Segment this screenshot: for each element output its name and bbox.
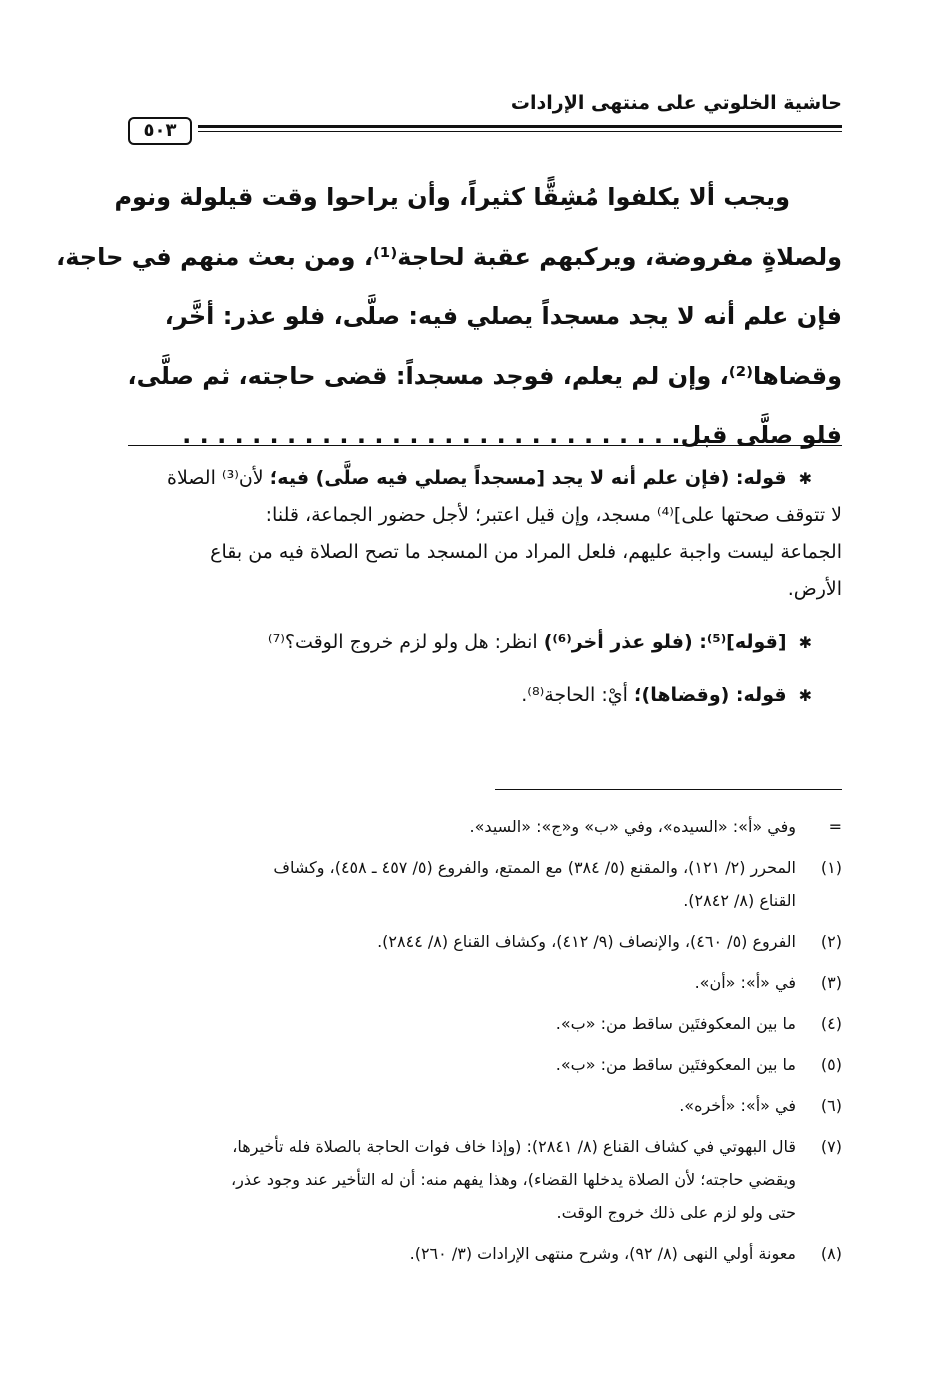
commentary-line: الأرض.	[787, 578, 842, 600]
footnote	[128, 925, 842, 958]
footnote-text: ما بين المعكوفتَين ساقط من: «ب».	[555, 1014, 796, 1033]
footnote-text: ما بين المعكوفتَين ساقط من: «ب».	[555, 1055, 796, 1074]
footnote-number: (٨)	[820, 1244, 842, 1263]
commentary-line	[128, 460, 842, 497]
page-number: ٥٠٣	[128, 117, 192, 145]
main-text-line: ولصلاةٍ مفروضة، ويركبهم عقبة لحاجة⁽¹⁾، ومن بعث منهم في حاجة،	[56, 242, 842, 271]
header-rule	[198, 125, 842, 128]
footnote-text: معونة أولي النهى (٨/ ٩٢)، وشرح منتهى الإرادات (٣/ ٢٦٠).	[409, 1244, 796, 1263]
commentary-lemma: [قوله]⁽⁵⁾: (فلو عذر أخر⁽⁶⁾)	[543, 631, 787, 653]
footnote-number: (٢)	[820, 932, 842, 951]
footnote-text: في «أ»: «أخره».	[679, 1096, 796, 1115]
footnote-text: الفروع (٥/ ٤٦٠)، والإنصاف (٩/ ٤١٢)، وكشاف القناع (٨/ ٢٨٤٤).	[377, 932, 796, 951]
footnote-text: في «أ»: «أن».	[694, 973, 796, 992]
footnote	[128, 851, 842, 917]
footnote-text: قال البهوتي في كشاف القناع (٨/ ٢٨٤١): (وإذا خاف فوات الحاجة بالصلاة فله تأخيرها،	[232, 1137, 796, 1156]
footnote-number: (٣)	[820, 973, 842, 992]
asterisk-icon: ✱	[798, 469, 812, 488]
footnote-text: ويقضي حاجته؛ لأن الصلاة يدخلها القضاء)، وهذا يفهم منه: أن له التأخير عند وجود عذر،	[231, 1170, 796, 1189]
commentary-text: لأن⁽³⁾ الصلاة	[167, 467, 264, 489]
footnote-separator	[495, 789, 842, 790]
commentary-line: الجماعة ليست واجبة عليهم، فلعل المراد من المسجد ما تصح الصلاة فيه من بقاع	[210, 541, 842, 563]
footnote	[128, 966, 842, 999]
footnotes	[128, 810, 842, 1278]
main-text-line: فإن علم أنه لا يجد مسجداً يصلي فيه: صلَّى، فلو عذر: أخَّر،	[164, 302, 842, 330]
main-text-line: وقضاها⁽²⁾، وإن لم يعلم، فوجد مسجداً: قضى حاجته، ثم صلَّى،	[127, 361, 842, 390]
main-text-line: فلو صلَّى قبل. . . . . . . . . . . . . . . . . . . . . . . . . . . . .	[182, 421, 842, 449]
footnote-text: وفي «أ»: «السيده»، وفي «ب» و«ج»: «السيد».	[469, 817, 796, 836]
main-text-line: ويجب ألا يكلفوا مُشِقًّا كثيراً، وأن يراحوا وقت قيلولة ونوم	[114, 183, 790, 211]
footnote-text: حتى ولو لزم على ذلك خروج الوقت.	[556, 1203, 796, 1222]
footnote-number: =	[828, 817, 842, 836]
footnote	[128, 810, 842, 843]
commentary-line: لا تتوقف صحتها على]⁽⁴⁾ مسجد، وإن قيل اعتبر؛ لأجل حضور الجماعة، قلنا:	[265, 504, 842, 526]
footnote	[128, 1048, 842, 1081]
commentary-line	[128, 677, 842, 714]
footnote-number: (٥)	[820, 1055, 842, 1074]
commentary-lemma: قوله: (وقضاها)؛	[633, 684, 787, 706]
asterisk-icon: ✱	[798, 633, 812, 652]
commentary-line	[128, 624, 842, 661]
footnote-number: (٦)	[820, 1096, 842, 1115]
footnote	[128, 1007, 842, 1040]
footnote	[128, 1089, 842, 1122]
footnote-number: (٧)	[820, 1137, 842, 1156]
commentary-lemma: قوله: (فإن علم أنه لا يجد [مسجداً يصلي فيه صلَّى) فيه؛	[269, 467, 787, 489]
footnote-text: المحرر (٢/ ١٢١)، والمقنع (٥/ ٣٨٤) مع الممتع، والفروع (٥/ ٤٥٧ ـ ٤٥٨)، وكشاف	[273, 858, 796, 877]
commentary-text: أيْ: الحاجة⁽⁸⁾.	[521, 684, 628, 706]
footnote	[128, 1130, 842, 1229]
header-rule-thin	[198, 131, 842, 132]
footnote-number: (٤)	[820, 1014, 842, 1033]
running-header-title: حاشية الخلوتي على منتهى الإرادات	[510, 92, 842, 114]
commentary-text: انظر: هل ولو لزم خروج الوقت؟⁽⁷⁾	[267, 631, 538, 653]
commentary	[128, 460, 842, 714]
footnote	[128, 1237, 842, 1270]
footnote-text: القناع (٨/ ٢٨٤٢).	[683, 891, 796, 910]
footnote-number: (١)	[820, 858, 842, 877]
asterisk-icon: ✱	[798, 686, 812, 705]
main-text	[56, 168, 842, 466]
main-commentary-divider	[128, 445, 842, 446]
